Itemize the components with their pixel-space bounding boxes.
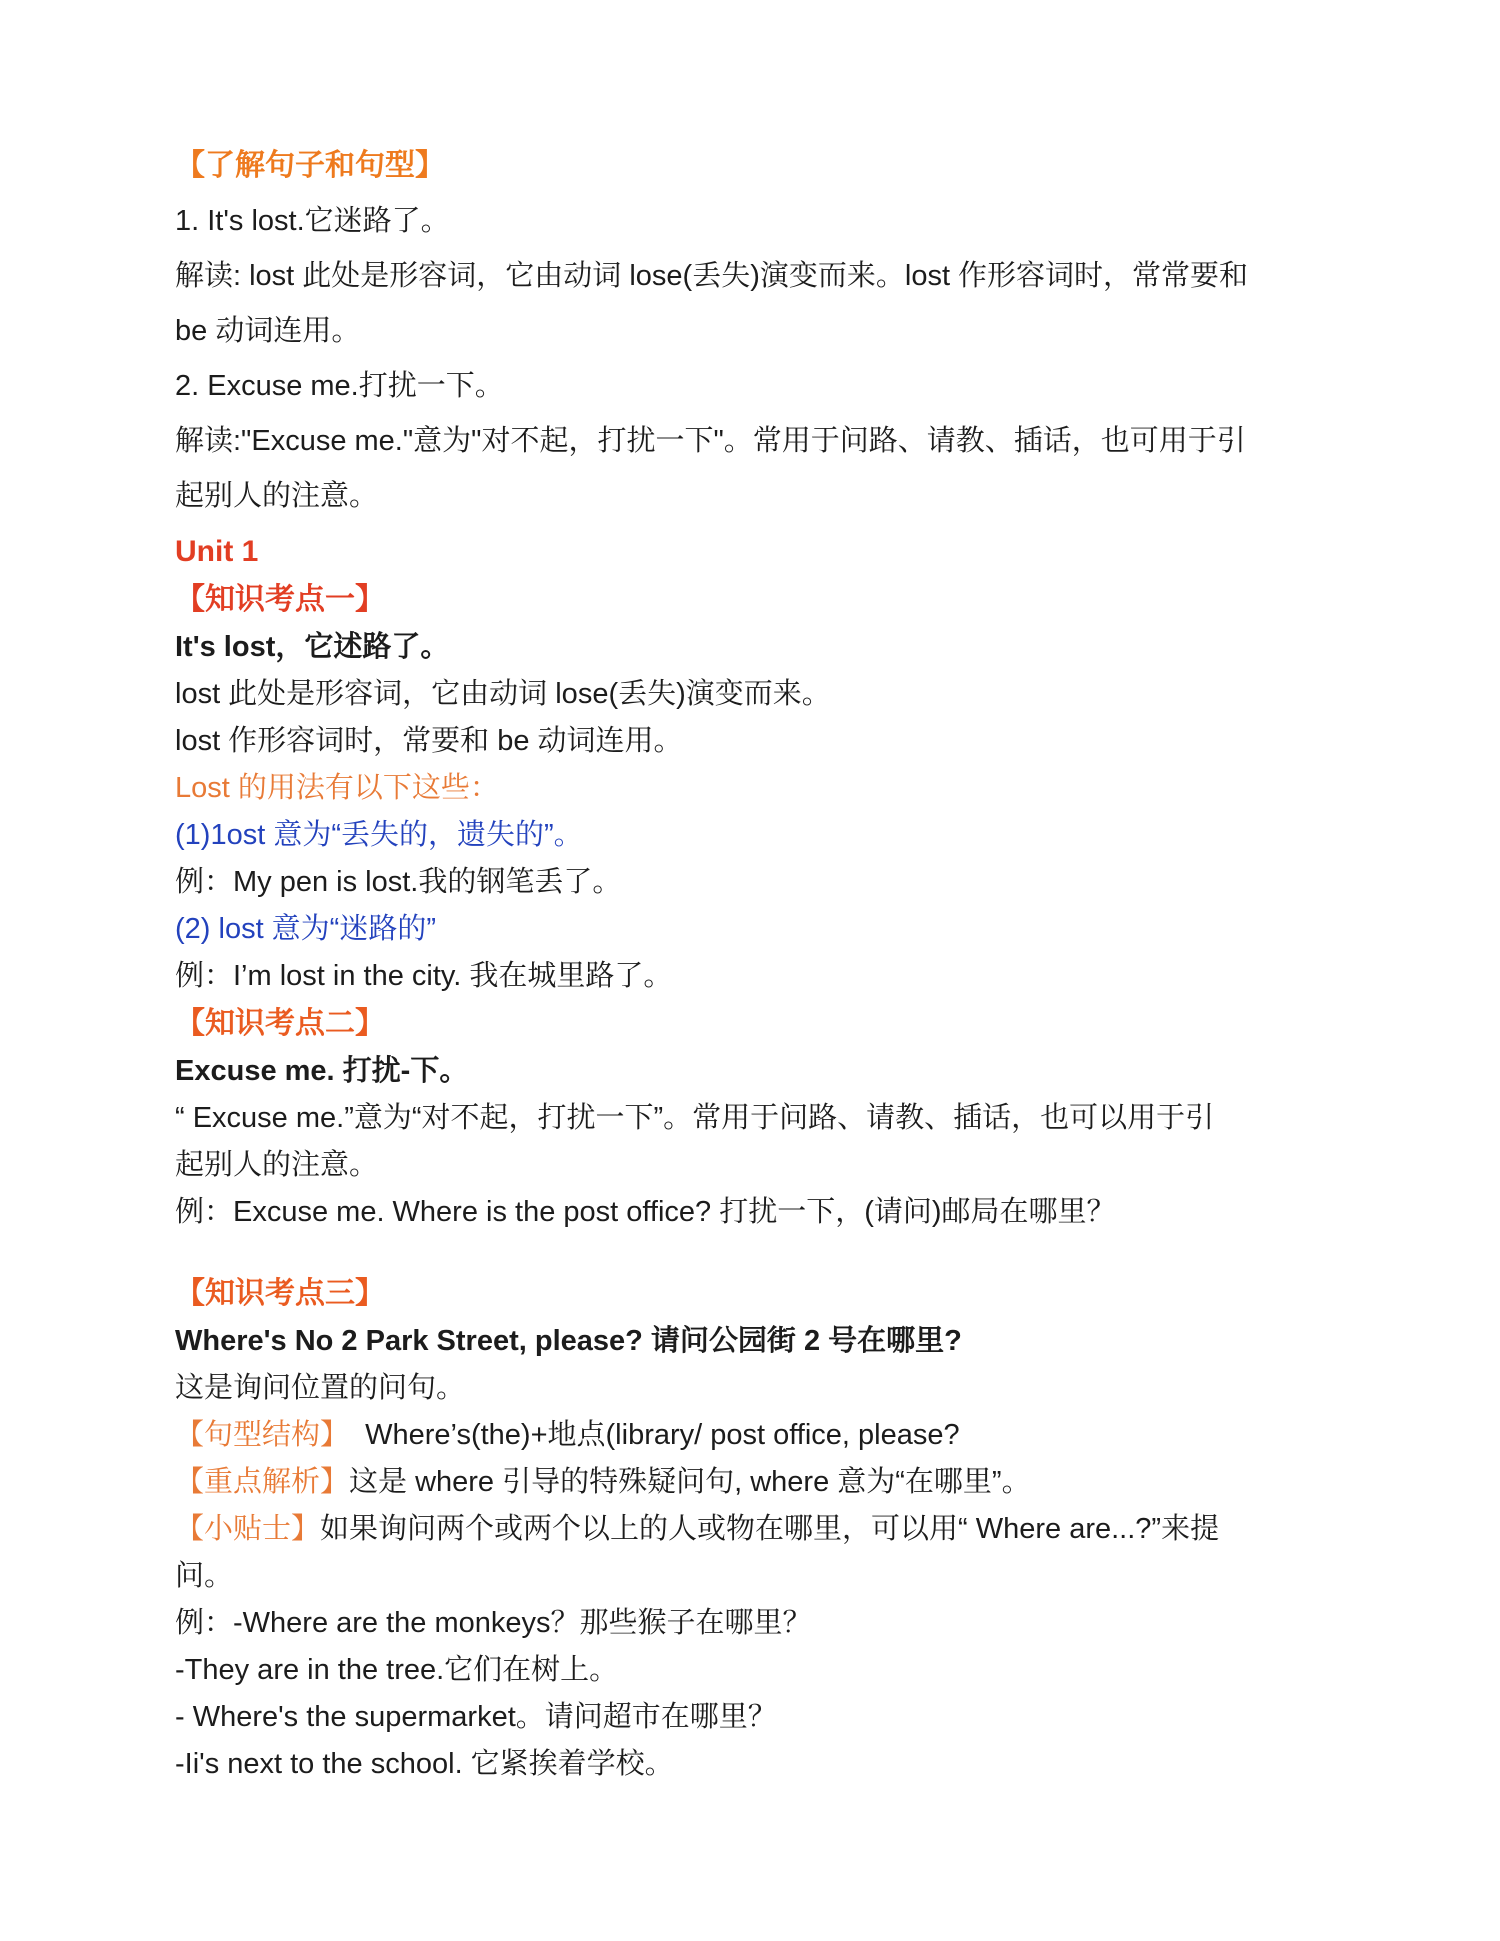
- text-line: [175, 1459, 1350, 1506]
- text-segment: 解读:"Excuse me."意为"对不起，打扰一下"。常用于问路、请教、插话，也可用于引: [175, 425, 1246, 457]
- unit-heading: [175, 528, 1350, 576]
- text-segment: It's lost，它述路了。: [175, 631, 450, 663]
- text-line: [175, 1412, 1350, 1459]
- text-line: [175, 1318, 1350, 1365]
- text-line: [175, 359, 1350, 414]
- text-line: [175, 1142, 1350, 1189]
- text-segment: 问。: [175, 1560, 234, 1592]
- text-segment: -They are in the tree.它们在树上。: [175, 1654, 619, 1686]
- section-heading: [175, 1270, 1350, 1318]
- text-segment: 例：My pen is lost.我的钢笔丢了。: [175, 866, 622, 898]
- text-line: [175, 624, 1350, 671]
- text-segment: lost 作形容词时，常要和 be 动词连用。: [175, 725, 683, 757]
- text-segment: 如果询问两个或两个以上的人或物在哪里，可以用“ Where are...?”来提: [320, 1513, 1220, 1545]
- text-line: [175, 765, 1350, 812]
- text-segment: - Where's the supermarket。请问超市在哪里？: [175, 1701, 777, 1733]
- text-segment: 解读: lost 此处是形容词，它由动词 lose(丢失)演变而来。lost 作形容词时，常常要和: [175, 260, 1249, 292]
- text-line: [175, 414, 1350, 469]
- unit-heading-text: Unit 1: [175, 535, 259, 568]
- text-segment: be 动词连用。: [175, 315, 361, 347]
- text-line: [175, 1365, 1350, 1412]
- text-line: [175, 671, 1350, 718]
- text-line: [175, 1741, 1350, 1788]
- text-segment: 这是询问位置的问句。: [175, 1372, 466, 1404]
- text-segment: (1)1ost 意为“丢失的，遗失的”。: [175, 819, 583, 851]
- text-line: [175, 1189, 1350, 1236]
- text-segment: lost 此处是形容词，它由动词 lose(丢失)演变而来。: [175, 678, 831, 710]
- bracket-label: 【小贴士】: [175, 1513, 321, 1545]
- text-segment: 1. It's lost.它迷路了。: [175, 205, 450, 237]
- bracket-label: 【重点解析】: [175, 1466, 350, 1498]
- text-line: [175, 1506, 1350, 1553]
- text-segment: 例：-Where are the monkeys？那些猴子在哪里？: [175, 1607, 812, 1639]
- text-segment: 例：Excuse me. Where is the post office? 打扰一下，(请问)邮局在哪里？: [175, 1196, 1116, 1228]
- text-line: [175, 1553, 1350, 1600]
- section-heading-text: 【知识考点三】: [175, 1277, 385, 1310]
- text-segment: Excuse me. 打扰-下。: [175, 1055, 469, 1087]
- text-line: [175, 1095, 1350, 1142]
- text-line: [175, 718, 1350, 765]
- text-line: [175, 304, 1350, 359]
- section-heading: [175, 138, 1350, 194]
- text-segment: 起别人的注意。: [175, 480, 379, 512]
- text-segment: 2. Excuse me.打扰一下。: [175, 370, 504, 402]
- text-line: [175, 906, 1350, 953]
- section-heading-text: 【了解句子和句型】: [175, 149, 445, 182]
- text-segment: Where's No 2 Park Street, please? 请问公园街 2 号在哪里?: [175, 1325, 962, 1357]
- text-line: [175, 953, 1350, 1000]
- text-line: [175, 1694, 1350, 1741]
- text-segment: -Ii's next to the school. 它紧挨着学校。: [175, 1748, 674, 1780]
- text-segment: 这是 where 引导的特殊疑问句, where 意为“在哪里”。: [349, 1466, 1031, 1498]
- section-heading: [175, 576, 1350, 624]
- text-line: [175, 1647, 1350, 1694]
- bracket-label: 【句型结构】: [175, 1419, 350, 1451]
- section-heading-text: 【知识考点一】: [175, 583, 385, 616]
- text-segment: Lost 的用法有以下这些：: [175, 772, 499, 804]
- text-line: [175, 859, 1350, 906]
- section-heading-text: 【知识考点二】: [175, 1007, 385, 1040]
- text-segment: Where’s(the)+地点(library/ post office, please?: [349, 1419, 960, 1451]
- section-heading: [175, 1000, 1350, 1048]
- text-segment: 例：I’m lost in the city. 我在城里路了。: [175, 960, 673, 992]
- text-line: [175, 1048, 1350, 1095]
- text-segment: 起别人的注意。: [175, 1149, 379, 1181]
- text-segment: “ Excuse me.”意为“对不起，打扰一下”。常用于问路、请教、插话，也可以用于引: [175, 1102, 1215, 1134]
- text-line: [175, 469, 1350, 524]
- text-line: [175, 249, 1350, 304]
- text-line: [175, 812, 1350, 859]
- text-line: [175, 1600, 1350, 1647]
- text-segment: (2) lost 意为“迷路的”: [175, 913, 437, 945]
- text-line: [175, 194, 1350, 249]
